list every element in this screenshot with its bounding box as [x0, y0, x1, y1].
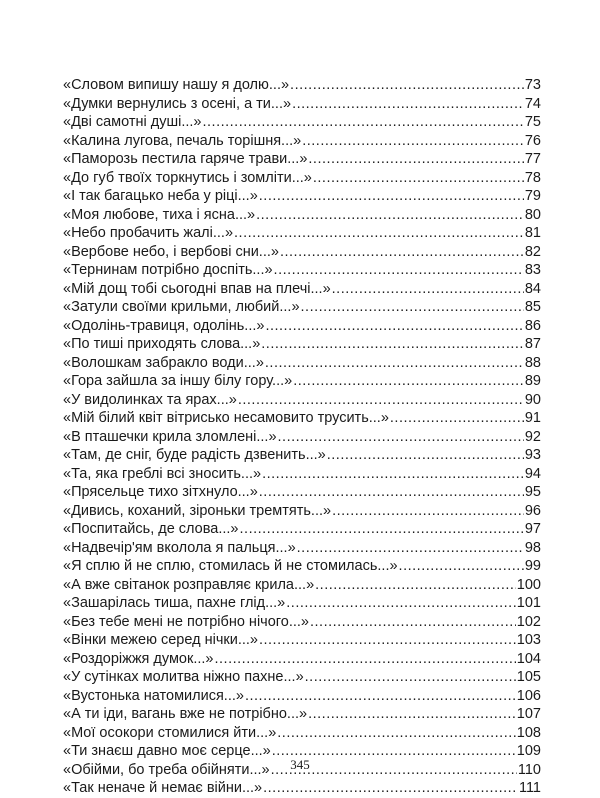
toc-entry-title: «Роздоріжжя думок...» [63, 650, 214, 667]
toc-entry-page: 97 [524, 521, 541, 537]
dot-leader [332, 502, 524, 521]
toc-entry-page: 96 [524, 502, 541, 519]
toc-entry [63, 280, 541, 299]
dot-leader [301, 298, 524, 317]
toc-entry [63, 502, 541, 521]
dot-leader [293, 372, 524, 391]
toc-entry-title: «Словом випишу нашу я долю...» [63, 77, 290, 93]
toc-entry [63, 206, 541, 225]
toc-entry-title: «Прясельце тихо зітхнуло...» [63, 484, 258, 500]
toc-entry-title: «Так неначе й немає війни...» [63, 780, 263, 796]
toc-entry-page: 76 [524, 132, 541, 149]
toc-entry-title: «Там, де сніг, буде радість дзвенить...» [63, 447, 326, 463]
toc-entry [63, 650, 541, 669]
toc-entry-title: «В пташечки крила зломлені...» [63, 428, 277, 445]
toc-entry-page: 87 [524, 336, 541, 352]
toc-entry [63, 465, 541, 484]
toc-entry-page: 81 [524, 225, 541, 241]
toc-entry-page: 101 [516, 595, 541, 611]
toc-entry-title: «Дивись, коханий, зіроньки тремтять...» [63, 502, 332, 519]
toc-entry [63, 428, 541, 447]
dot-leader [305, 668, 516, 687]
toc-entry-page: 78 [524, 169, 541, 186]
toc-entry [63, 261, 541, 280]
toc-entry-title: «Паморозь пестила гаряче трави...» [63, 151, 308, 167]
toc-entry-page: 88 [524, 354, 541, 371]
toc-entry-title: «До губ твоїх торкнутись і зомліти...» [63, 169, 312, 186]
toc-entry-title: «У сутінках молитва ніжно пахне...» [63, 669, 304, 685]
toc-entry [63, 539, 541, 558]
toc-entry-page: 77 [524, 151, 541, 167]
toc-entry [63, 594, 541, 613]
toc-entry-page: 109 [516, 743, 541, 759]
toc-entry [63, 483, 541, 502]
toc-entry-title: «Я сплю й не сплю, стомилась й не стомилась...» [63, 558, 398, 574]
toc-entry [63, 132, 541, 151]
toc-entry-title: «А вже світанок розправляє крила...» [63, 576, 315, 593]
toc-entry-title: «Поспитайсь, де слова...» [63, 521, 239, 537]
dot-leader [238, 391, 524, 410]
toc-entry-title: «Надвечір'ям вколола я пальця...» [63, 539, 296, 556]
dot-leader [280, 243, 524, 262]
toc-entry-page: 100 [516, 576, 541, 593]
toc-entry-page: 103 [516, 632, 541, 648]
dot-leader [286, 594, 516, 613]
toc-entry-title: «Калина лугова, печаль торішня...» [63, 132, 302, 149]
dot-leader [399, 557, 524, 576]
dot-leader [290, 76, 524, 95]
toc-entry-page: 86 [524, 317, 541, 334]
dot-leader [215, 650, 516, 669]
dot-leader [390, 409, 524, 428]
toc-entry [63, 113, 541, 132]
dot-leader [259, 483, 524, 502]
toc-entry [63, 391, 541, 410]
toc-entry-page: 108 [516, 724, 541, 741]
dot-leader [302, 132, 524, 151]
toc-entry-page: 104 [516, 650, 541, 667]
dot-leader [256, 206, 524, 225]
toc-entry-title: «Небо пробачить жалі...» [63, 225, 234, 241]
dot-leader [297, 539, 524, 558]
toc-entry [63, 335, 541, 354]
dot-leader [234, 224, 524, 243]
toc-entry-title: «Мій білий квіт вітрисько несамовито трусить...» [63, 410, 389, 426]
toc-entry-title: «Мій дощ тобі сьогодні впав на плечі...» [63, 280, 331, 297]
toc-entry [63, 631, 541, 650]
dot-leader [332, 280, 524, 299]
toc-entry [63, 317, 541, 336]
dot-leader [261, 335, 524, 354]
toc-entry-page: 94 [524, 465, 541, 482]
toc-entry-title: «Ти знаєш давно моє серце...» [63, 743, 271, 759]
toc-entry [63, 76, 541, 95]
toc-entry-page: 102 [516, 613, 541, 630]
toc-entry-page: 106 [516, 687, 541, 704]
toc-entry-page: 111 [518, 780, 541, 796]
toc-entry [63, 150, 541, 169]
toc-entry-title: «І так багацько неба у ріці...» [63, 188, 258, 204]
toc-entry-title: «Дві самотні душі...» [63, 114, 202, 130]
toc-entry-title: «У видолинках та ярах...» [63, 391, 237, 408]
toc-entry-page: 74 [524, 95, 541, 112]
toc-entry-page: 91 [524, 410, 541, 426]
toc-entry-page: 75 [524, 114, 541, 130]
dot-leader [308, 150, 523, 169]
toc-entry-title: «А ти іди, вагань вже не потрібно...» [63, 706, 308, 722]
dot-leader [277, 724, 516, 743]
toc-entry-title: «Затули своїми крильми, любий...» [63, 299, 300, 315]
dot-leader [265, 354, 524, 373]
toc-entry-title: «Тернинам потрібно доспіть...» [63, 262, 273, 278]
toc-entry [63, 687, 541, 706]
dot-leader [259, 187, 524, 206]
toc-entry-title: «Волошкам забракло води...» [63, 354, 264, 371]
toc-entry-title: «Обійми, бо треба обійняти...» [63, 761, 270, 778]
toc-entry-title: «Та, яка греблі всі зносить...» [63, 465, 262, 482]
toc-entry-page: 92 [524, 428, 541, 445]
toc-entry-title: «Вербове небо, і вербові сни...» [63, 243, 279, 260]
toc-entry [63, 95, 541, 114]
toc-entry-page: 83 [524, 262, 541, 278]
toc-entry-page: 110 [517, 761, 541, 778]
toc-entry [63, 668, 541, 687]
toc-entry [63, 169, 541, 188]
toc-entry-page: 84 [524, 280, 541, 297]
toc-entry [63, 298, 541, 317]
toc-entry [63, 705, 541, 724]
toc-entry-page: 95 [524, 484, 541, 500]
toc-entry-page: 99 [524, 558, 541, 574]
toc-entry-page: 80 [524, 206, 541, 223]
toc-entry-page: 89 [524, 373, 541, 389]
dot-leader [202, 113, 523, 132]
toc-entry [63, 576, 541, 595]
dot-leader [327, 446, 524, 465]
dot-leader [263, 779, 518, 798]
dot-leader [240, 520, 524, 539]
toc-entry [63, 372, 541, 391]
toc-entry-page: 98 [524, 539, 541, 556]
toc-entry [63, 724, 541, 743]
dot-leader [278, 428, 524, 447]
toc-entry [63, 520, 541, 539]
page-number: 345 [290, 757, 310, 772]
toc-entry-page: 73 [524, 77, 541, 93]
toc-entry-page: 90 [524, 391, 541, 408]
toc-entry-title: «Зашарілась тиша, пахне глід...» [63, 595, 286, 611]
toc-entry [63, 354, 541, 373]
table-of-contents [63, 76, 541, 798]
toc-entry-page: 82 [524, 243, 541, 260]
dot-leader [308, 705, 516, 724]
toc-entry-title: «Моя любове, тиха і ясна...» [63, 206, 256, 223]
toc-entry-title: «Вустонька натомилися...» [63, 687, 244, 704]
toc-entry-page: 105 [516, 669, 541, 685]
toc-entry [63, 187, 541, 206]
toc-entry-title: «Одолінь-травиця, одолінь...» [63, 317, 265, 334]
toc-entry [63, 224, 541, 243]
toc-entry-page: 93 [524, 447, 541, 463]
dot-leader [274, 261, 524, 280]
dot-leader [313, 169, 524, 188]
toc-entry-page: 79 [524, 188, 541, 204]
dot-leader [262, 465, 524, 484]
toc-entry [63, 557, 541, 576]
toc-entry-title: «Вінки межею серед нічки...» [63, 632, 258, 648]
dot-leader [265, 317, 523, 336]
toc-entry-title: «По тиші приходять слова...» [63, 336, 261, 352]
toc-entry [63, 446, 541, 465]
toc-entry-title: «Мої осокори стомилися йти...» [63, 724, 277, 741]
dot-leader [310, 613, 516, 632]
dot-leader [245, 687, 516, 706]
toc-entry-page: 107 [516, 706, 541, 722]
toc-entry [63, 409, 541, 428]
dot-leader [315, 576, 516, 595]
toc-entry-title: «Гора зайшла за іншу білу гору...» [63, 373, 293, 389]
toc-entry [63, 243, 541, 262]
toc-entry [63, 779, 541, 798]
toc-entry-page: 85 [524, 299, 541, 315]
dot-leader [292, 95, 524, 114]
toc-entry-title: «Думки вернулись з осені, а ти...» [63, 95, 292, 112]
toc-entry [63, 613, 541, 632]
toc-entry-title: «Без тебе мені не потрібно нічого...» [63, 613, 309, 630]
dot-leader [259, 631, 516, 650]
